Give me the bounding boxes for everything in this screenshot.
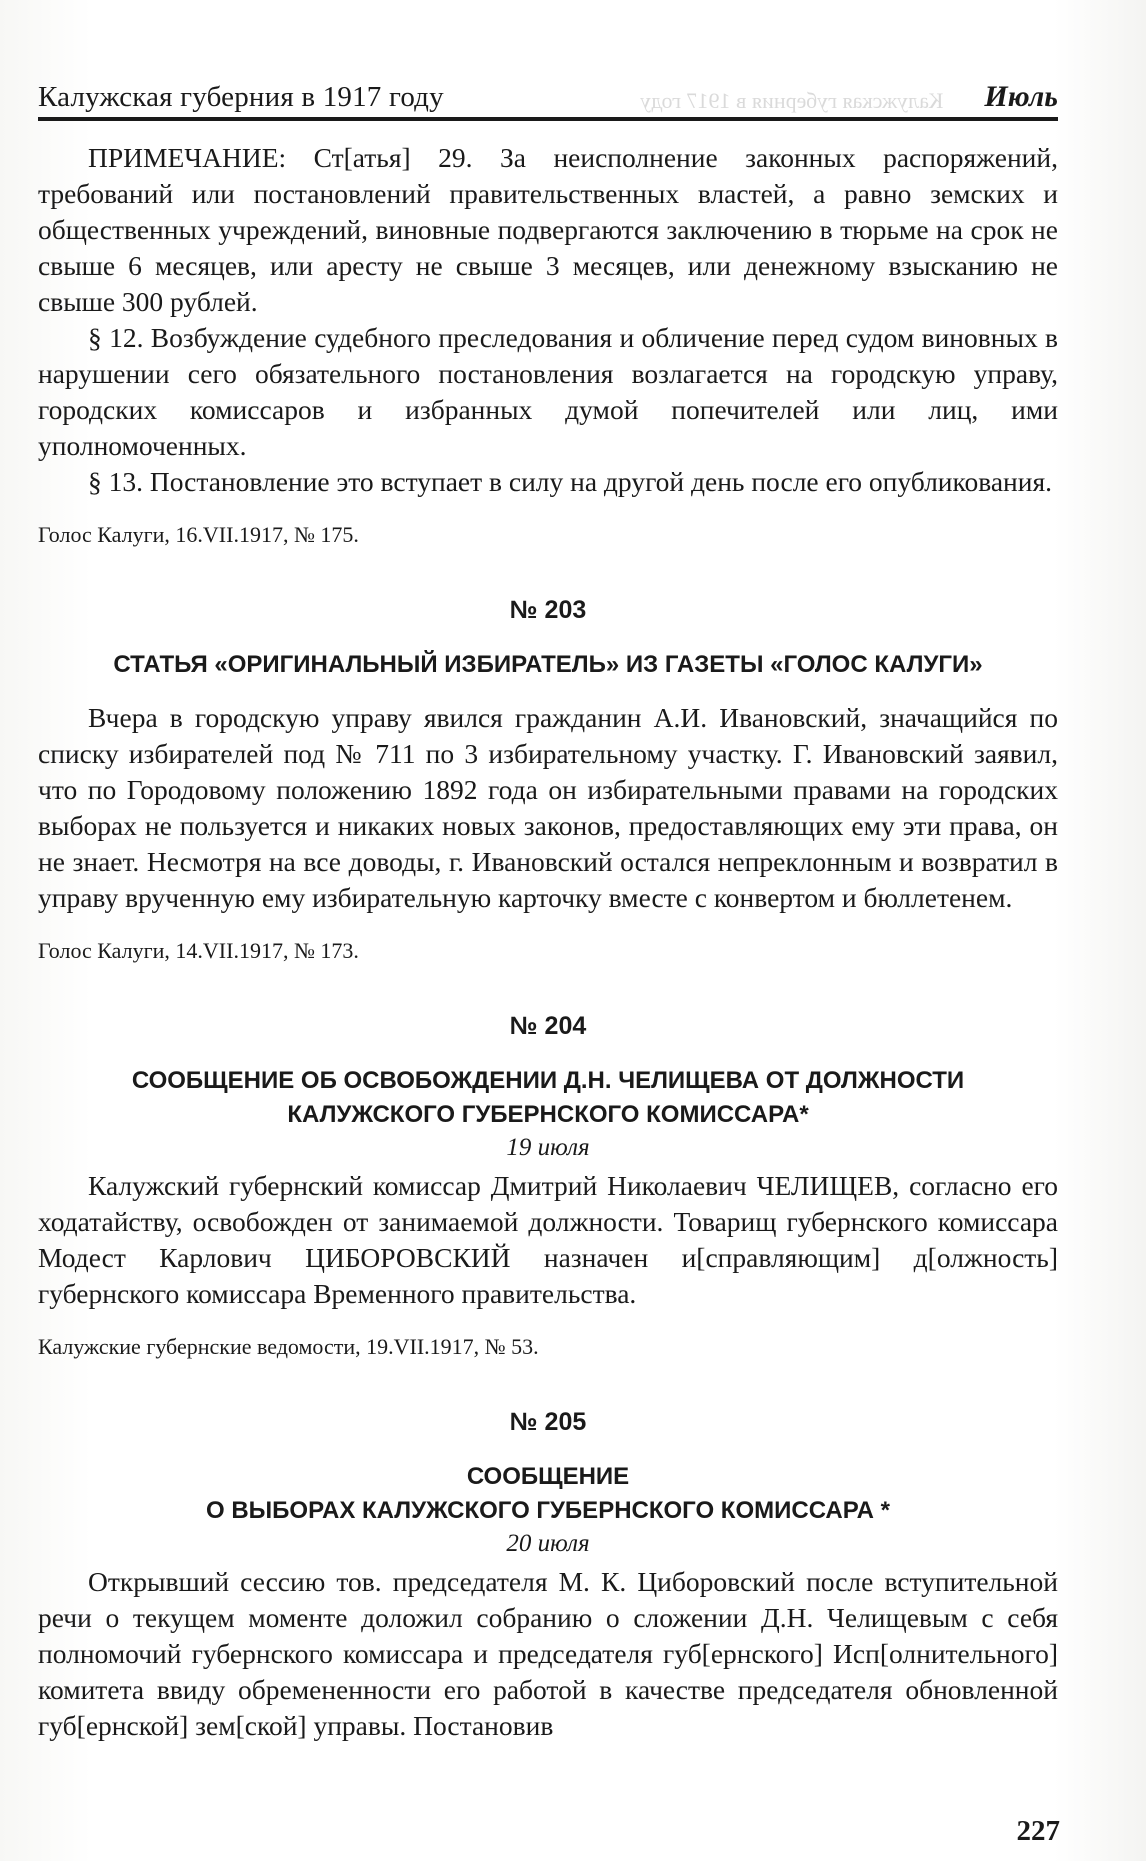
document-title-line: О ВЫБОРАХ КАЛУЖСКОГО ГУБЕРНСКОГО КОМИССАРА * [206, 1497, 890, 1524]
document-203 [38, 594, 1058, 966]
document-number: № 203 [509, 596, 587, 624]
document-source: Голос Калуги, 14.VII.1917, № 173. [38, 938, 359, 963]
document-title-line: СТАТЬЯ «ОРИГИНАЛЬНЫЙ ИЗБИРАТЕЛЬ» ИЗ ГАЗЕТЫ «ГОЛОС КАЛУГИ» [113, 651, 983, 678]
document-title-line: СООБЩЕНИЕ ОБ ОСВОБОЖДЕНИИ Д.Н. ЧЕЛИЩЕВА ОТ ДОЛЖНОСТИ [131, 1067, 965, 1094]
document-205 [38, 1406, 1058, 1744]
document-title [38, 1064, 1058, 1132]
document-title [38, 1460, 1058, 1528]
document-number: № 205 [509, 1408, 587, 1436]
document-title [38, 648, 1058, 682]
page-content [38, 140, 1058, 1744]
intro-source: Голос Калуги, 16.VII.1917, № 175. [38, 522, 359, 547]
running-month: Июль [984, 80, 1058, 113]
bleed-through-text: Калужская губерния в 1917 году [640, 88, 944, 113]
note-paragraph: ПРИМЕЧАНИЕ: Ст[атья] 29. За неисполнение законных распоряжений, требований или постановлений правительственных властей, а равно земских и общественных учреждений, виновные подвергаются заключению в тюрьме на срок не свыше 6 месяцев, или аресту не свыше 3 месяцев, или денежному взысканию не свыше 300 рублей. [38, 142, 1058, 317]
document-date: 19 июля [506, 1134, 590, 1161]
header-rule [38, 117, 1058, 121]
document-body: Калужский губернский комиссар Дмитрий Николаевич ЧЕЛИЩЕВ, согласно его ходатайству, освобожден от занимаемой должности. Товарищ губернского комиссара Модест Карлович ЦИБОРОВСКИЙ назначен и[справляющим] д[олжность] губернского комиссара Временного правительства. [38, 1170, 1058, 1309]
document-source: Калужские губернские ведомости, 19.VII.1917, № 53. [38, 1334, 539, 1359]
document-body: Открывший сессию тов. председателя М. К. Циборовский после вступительной речи о текущем моменте доложил собранию о сложении Д.Н. Челищевым с себя полномочий губернского комиссара и председателя губ[ернского] Исп[олнительного] комитета ввиду обремененности его работой в качестве председателя обновленной губ[ернской] зем[ской] управы. Постановив [38, 1566, 1058, 1741]
page-number: 227 [1016, 1815, 1060, 1847]
document-title-line: КАЛУЖСКОГО ГУБЕРНСКОГО КОМИССАРА* [287, 1101, 809, 1128]
running-title: Калужская губерния в 1917 году [38, 81, 444, 113]
document-date: 20 июля [506, 1530, 590, 1557]
paragraph-13: § 13. Постановление это вступает в силу на другой день после его опубликования. [88, 466, 1053, 497]
document-number: № 204 [509, 1012, 587, 1040]
document-204 [38, 1010, 1058, 1362]
running-header [38, 68, 1058, 114]
document-title-line: СООБЩЕНИЕ [466, 1463, 630, 1490]
document-body: Вчера в городскую управу явился гражданин А.И. Ивановский, значащийся по списку избирателей под № 711 по 3 избирательному участку. Г. Ивановский заявил, что по Городовому положению 1892 года он избирательными правами на городских выборах не пользуется и никаких новых законов, предоставляющих ему эти права, он не знает. Несмотря на все доводы, г. Ивановский остался непреклонным и возвратил в управу врученную ему избирательную карточку вместе с конвертом и бюллетенем. [38, 702, 1058, 913]
paragraph-12: § 12. Возбуждение судебного преследования и обличение перед судом виновных в нарушении сего обязательного постановления возлагается на городскую управу, городских комиссаров и избранных думой попечителей или лиц, ими уполномоченных. [38, 322, 1058, 461]
